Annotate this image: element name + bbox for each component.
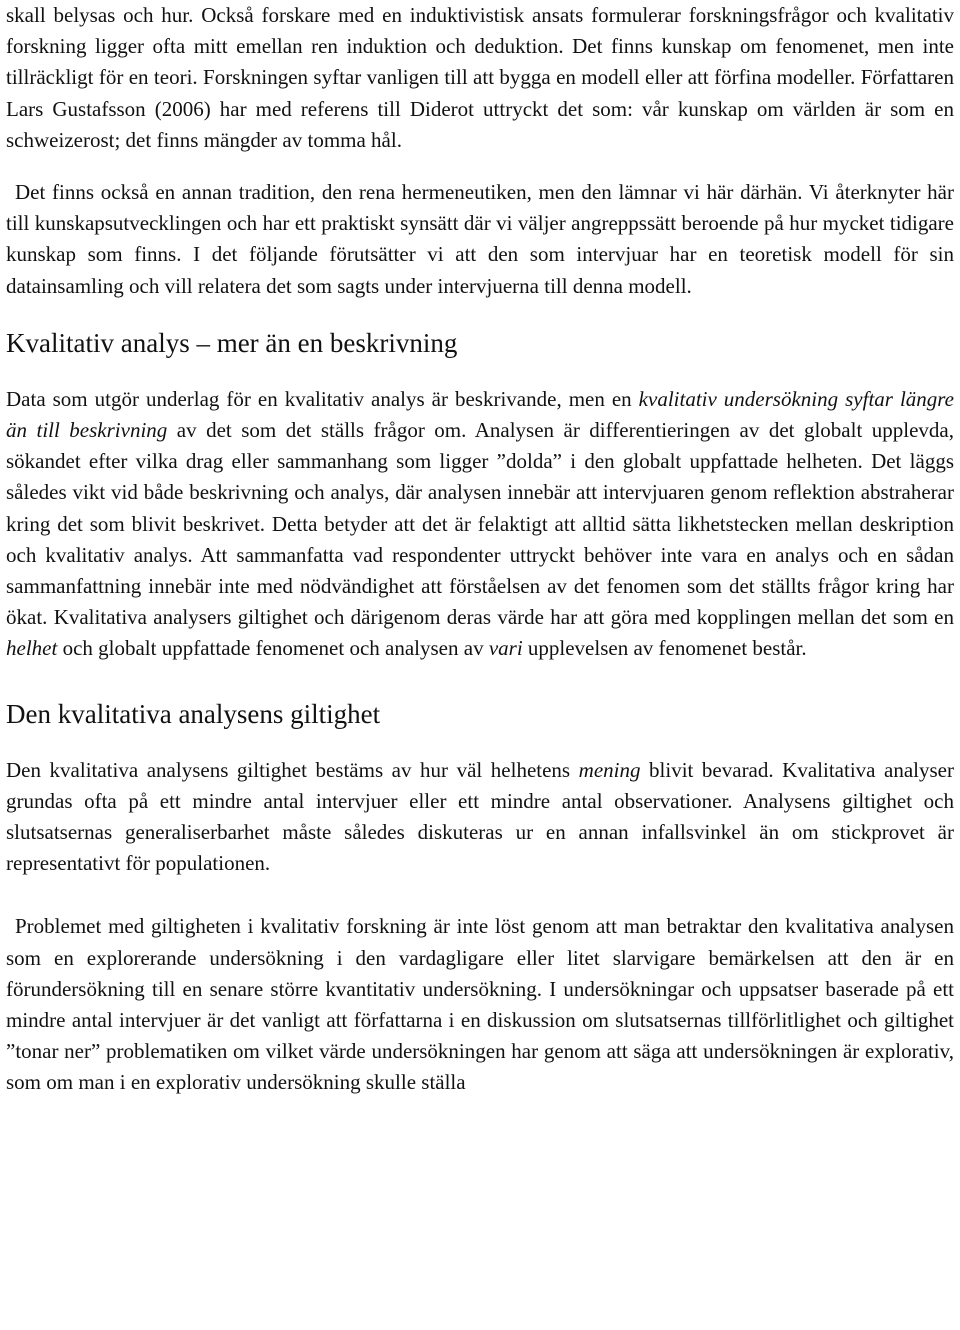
text-run: och globalt uppfattade fenomenet och analysen av <box>57 636 489 661</box>
text-run: Data som utgör underlag för en kvalitativ analys är beskrivande, men en <box>6 386 639 411</box>
paragraph-intro: skall belysas och hur. Också forskare med en induktivistisk ansats formulerar forskningsfrågor och kvalitativ forskning ligger ofta mitt emellan ren induktion och deduktion. Det finns kunskap om fenomenet, men inte tillräckligt för en teori. Forskningen syftar vanligen till att bygga en modell eller att förfina modeller. Författaren Lars Gustafsson (2006) har med referens till Diderot uttryckt det som: vår kunskap om världen är som en schweizerost; det finns mängder av tomma hål. <box>6 3 954 152</box>
section-heading-giltighet: Den kvalitativa analysens giltighet <box>6 698 381 729</box>
text-run: Den kvalitativa analysens giltighet bestäms av hur väl helhetens <box>6 757 579 782</box>
emphasis-text: helhet <box>6 636 58 661</box>
emphasis-text: vari <box>488 636 523 661</box>
text-run: blivit bevarad. Kvalitativa analyser grundas ofta på ett mindre antal intervjuer eller ett mindre antal observationer. Analysens giltighet och slutsatsernas generaliserbarhet måste således diskuteras ur en annan infallsvinkel än om stickprovet är representativt för populationen. <box>6 757 954 876</box>
paragraph-kvalitativ-analys <box>6 384 954 665</box>
paragraph-problemet: Problemet med giltigheten i kvalitativ forskning är inte löst genom att man betraktar den kvalitativa analysen som en explorerande undersökning i den vardagligare eller litet slarvigare bemärkelsen att den är en förundersökning till en senare större kvantitativ undersökning. I undersökningar och uppsatser baserade på ett mindre antal intervjuer är det vanligt att författarna i en diskussion om slutsatsernas tillförlitlighet och giltighet ”tonar ner” problematiken om vilket värde undersökningen har genom att säga att undersökningen är explorativ, som om man i en explorativ undersökning skulle ställa <box>6 914 954 1095</box>
paragraph-hermeneutics: Det finns också en annan tradition, den rena hermeneutiken, men den lämnar vi här därhän. Vi återknyter här till kunskapsutvecklingen och har ett praktiskt synsätt där vi väljer angreppssätt beroende på hur mycket tidigare kunskap som finns. I det följande förutsätter vi att den som intervjuar har en teoretisk modell för sin datainsamling och vill relatera det som sagts under intervjuerna till denna modell. <box>6 180 954 298</box>
emphasis-text: mening <box>578 757 641 782</box>
paragraph-giltighet <box>6 755 954 880</box>
emphasis-text: kvalitativ undersökning syftar längre än till beskrivning <box>6 386 954 443</box>
text-run: upplevelsen av fenomenet består. <box>522 636 807 661</box>
section-heading-kvalitativ-analys: Kvalitativ analys – mer än en beskrivning <box>6 327 458 358</box>
text-run: av det som det ställs frågor om. Analysen är differentieringen av det globalt upplevda, sökandet efter vilka drag eller sammanhang som ligger ”dolda” i den globalt uppfattade helheten. Det läggs således vikt vid både beskrivning och analys, där analysen innebär att intervjuaren genom reflektion abstraherar kring det som blivit beskrivet. Detta betyder att det är felaktigt att alltid sätta likhetstecken mellan deskription och kvalitativ analys. Att sammanfatta vad respondenter uttryckt behöver inte vara en analys och en sådan sammanfattning innebär inte med nödvändighet att förståelsen av det fenomen som det ställts frågor kring har ökat. Kvalitativa analysers giltighet och därigenom deras värde har att göra med kopplingen mellan det som en <box>6 418 954 630</box>
